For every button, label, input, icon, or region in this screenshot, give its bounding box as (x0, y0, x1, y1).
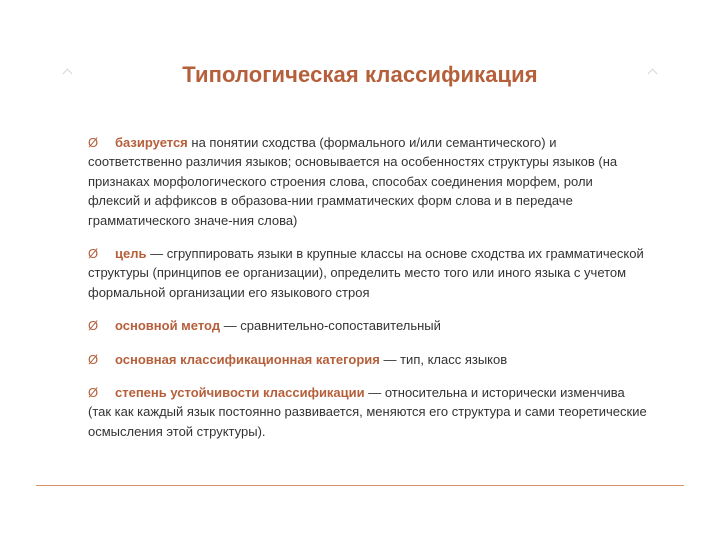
slide-title: Типологическая классификация (182, 62, 538, 87)
list-item (88, 244, 648, 302)
item-text: — сгруппировать языки в крупные классы на основе сходства их грамматической структуры (принципов ее организации), определить место того или иного языка с учетом формальной организации его языкового строя (88, 246, 644, 300)
bullet-list (88, 133, 648, 455)
arrow-bullet-icon: Ø (88, 318, 99, 334)
item-term: основная классификационная категория (115, 351, 380, 367)
item-term: базируется (115, 135, 188, 150)
list-item (88, 350, 648, 369)
item-text: — тип, класс языков (379, 351, 508, 367)
item-text: — относительна и исторически изменчива (так как каждый язык постоянно развивается, меняются его структура и сами теоретические осмысления этой структуры). (88, 385, 647, 439)
item-term: основной метод (115, 318, 221, 334)
arrow-bullet-icon: Ø (88, 135, 99, 150)
list-item (88, 133, 648, 230)
item-term: цель (115, 246, 147, 262)
list-item (88, 383, 648, 441)
list-item (88, 316, 648, 335)
footer-divider (36, 485, 684, 486)
item-text: — сравнительно-сопоставительный (220, 318, 441, 334)
item-term: степень устойчивости классификации (115, 385, 365, 401)
arrow-bullet-icon: Ø (88, 351, 99, 367)
arrow-bullet-icon: Ø (88, 385, 99, 401)
arrow-bullet-icon: Ø (88, 246, 99, 262)
item-text: на понятии сходства (формального и/или семантического) и соответственно различия языков; основывается на особенностях структуры языков (на признаках морфологического строения слова, способах соединения морфем, роли флексий и аффиксов в образова-нии грамматических форм слова и в передаче грамматического значе-ния слова) (88, 135, 618, 228)
